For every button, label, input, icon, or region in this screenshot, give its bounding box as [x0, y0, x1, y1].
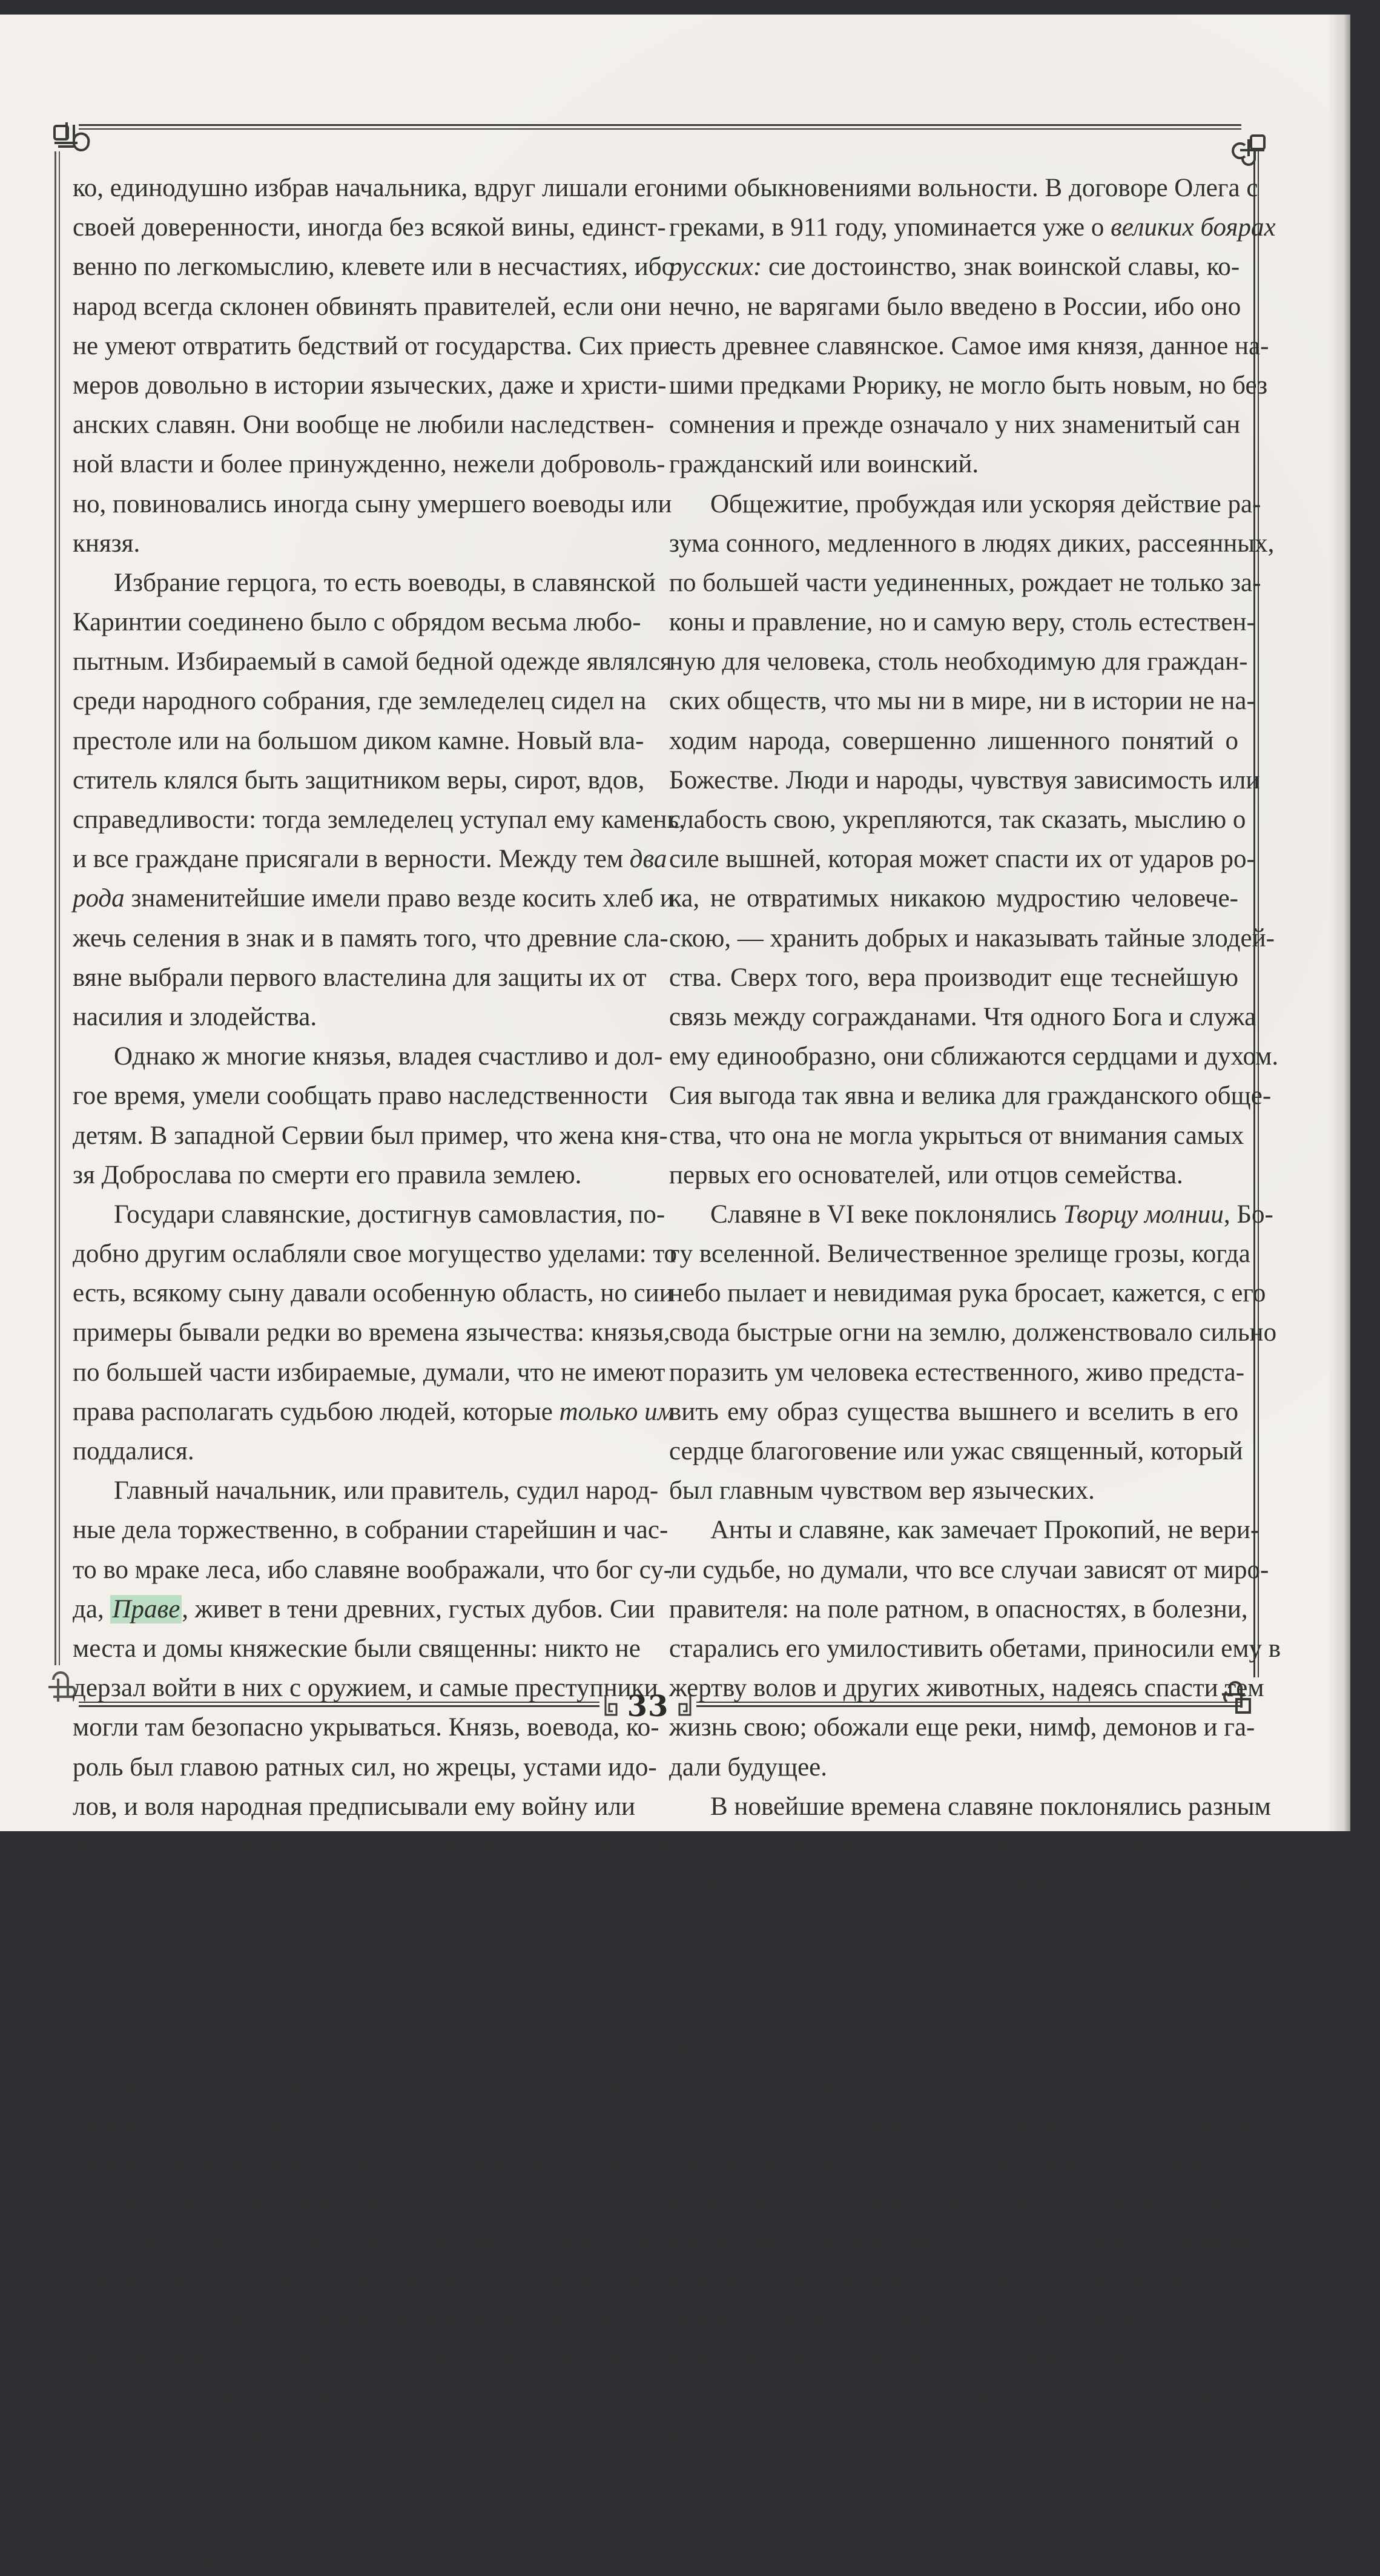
text-run: ные дела торжественно, в собрании старейшин и час-: [73, 1516, 669, 1545]
text-line: [73, 2537, 658, 2576]
text-line: [669, 444, 1238, 484]
text-line: [73, 1432, 633, 1471]
text-line: [73, 839, 667, 879]
text-run: ко, единодушно избрав начальника, вдруг лишали его: [73, 174, 669, 202]
text-run: сийских Нестор пишет, что они, как и другие, не зна-: [73, 2108, 664, 2137]
text-line: [669, 366, 1268, 405]
text-run: сие достоинство, знак воинской славы, ко-: [762, 253, 1240, 282]
text-run: первых его основателей, или отцов семейства.: [669, 1160, 1183, 1189]
text-line: [669, 2419, 1266, 2458]
text-line: [669, 484, 1261, 524]
text-run: жертву волов и других животных, надеясь спасти тем: [669, 1674, 1264, 1703]
text-run: среди народного собрания, где земледелец сидел на: [73, 687, 647, 716]
text-line: [669, 1234, 1250, 1273]
text-line: [73, 1037, 663, 1076]
text-line: [73, 1550, 672, 1590]
text-run: Сия выгода так явна и велика для гражданского обще-: [669, 1082, 1272, 1111]
text-run: , Бо-: [1223, 1200, 1273, 1229]
italic-text: русских:: [669, 253, 762, 282]
text-run: кажется, именовали они преимущественно: [669, 2345, 1152, 2374]
text-line: [73, 326, 679, 366]
text-line: [73, 642, 672, 681]
text-line: [669, 879, 1238, 918]
text-run: пытным. Избираемый в самой бедной одежде являлся: [73, 647, 672, 676]
text-line: [669, 1590, 1248, 1629]
text-line: [73, 2024, 633, 2063]
text-line: [73, 1273, 673, 1313]
text-run: вяне выбрали первого властелина для защиты их от: [73, 963, 647, 992]
text-run: меров довольно в истории языческих, даже и христи-: [73, 371, 667, 400]
text-run: небо пылает и невидимая рука бросает, кажется, с его: [669, 1279, 1266, 1308]
text-run: слабость свою, укрепляются, так сказать, мыслию о: [669, 805, 1246, 834]
text-run: сомнения и прежде означало у них знаменитый сан: [669, 411, 1241, 440]
text-run: сердце благоговение или ужас священный, который: [669, 1437, 1243, 1465]
text-line: [73, 405, 655, 444]
text-run: ждает безопасность смертного и что мудрость челове-: [669, 1871, 1272, 1900]
text-line: [73, 721, 644, 761]
text-line: [73, 1313, 670, 1352]
text-line: [73, 879, 674, 918]
text-run: ной власти и более принужденно, нежели доброволь-: [73, 450, 665, 479]
text-line: [669, 1787, 1271, 1826]
text-line: [73, 1155, 633, 1195]
text-line: [73, 2497, 636, 2537]
text-line: [73, 1866, 664, 1905]
frame-top-line: [79, 124, 1241, 130]
text-line: [73, 484, 672, 524]
text-line: [73, 1826, 669, 1866]
text-line: [669, 2142, 1246, 2181]
text-run: гражданский или воинский.: [669, 450, 979, 479]
text-line: [73, 761, 645, 800]
text-run: венно по легкомыслию, клевете или в несчастиях, ибо: [73, 253, 675, 282]
text-line: [669, 721, 1238, 761]
text-run: знаменитейшие имели право везде косить хлеб и: [124, 884, 674, 913]
text-run: светилами лучезарными, служат достойным храмом и: [669, 2226, 1270, 2255]
text-run: Избрание герцога, то есть воеводы, в славянской: [114, 568, 656, 597]
text-run: идолам, думая, что многочисленность кумиров утвер-: [669, 1831, 1267, 1860]
text-line: [73, 2102, 664, 2142]
text-line: [73, 1984, 633, 2024]
text-line: [73, 1471, 659, 1510]
text-run: телей и власти наказывать преступника, то и самые: [73, 2384, 644, 2413]
text-run: престоле или на большом диком камне. Новый вла-: [73, 726, 644, 755]
text-run: мир (при заключении коего славяне бросали камень в: [73, 1831, 669, 1860]
text-line: [669, 1629, 1281, 1668]
text-line: [669, 919, 1275, 958]
italic-text: Творцу молнии: [1063, 1200, 1224, 1229]
text-line: [73, 444, 665, 484]
text-run: Однако ж многие князья, владея счастливо и дол-: [114, 1042, 663, 1071]
text-run: имели еще понятие о боге единственном и вышнем,: [669, 2147, 1246, 2176]
text-line: [669, 1866, 1272, 1905]
text-line: [73, 208, 666, 247]
text-line: [669, 2221, 1270, 2261]
text-line: [669, 1392, 1238, 1432]
text-run: нечно, не варягами было введено в России, ибо оно: [669, 292, 1241, 321]
text-line: [73, 1353, 665, 1392]
text-run: не умеют отвратить бедствий от государства. Сих при-: [73, 331, 679, 360]
text-line: [73, 2379, 644, 2419]
text-run: Общежитие, пробуждая или ускоряя действие ра-: [710, 489, 1261, 518]
text-run: ходим народа, совершенно лишенного понятий о: [669, 726, 1238, 755]
text-run: правителя: на поле ратном, в опасностях, в болезни,: [669, 1594, 1248, 1623]
text-run: жизнь свою; обожали еще реки, нимф, демонов и га-: [669, 1713, 1255, 1742]
text-line: [73, 1787, 633, 1826]
text-line: [669, 603, 1255, 642]
text-run: справедливости: тогда земледелец уступал ему камень,: [73, 805, 685, 834]
text-run: море, клали оружие и золото к ногам идола или, про-: [73, 1871, 664, 1900]
text-line: [73, 2261, 676, 2300]
italic-text: рода: [73, 884, 125, 913]
text-run: покровителей. Истуканы считались не: [669, 1950, 1102, 1979]
text-run: ства. Сверх того, вера производит еще теснейшую: [669, 963, 1238, 992]
text-line: [73, 1708, 659, 1747]
text-line: [669, 524, 1275, 563]
text-run: ли судьбе, но думали, что все случаи зависят от миро-: [669, 1555, 1269, 1584]
text-line: [73, 287, 661, 326]
text-line: [669, 1116, 1244, 1155]
text-run: то во мраке леса, ибо славяне воображали, что бог су-: [73, 1555, 672, 1584]
text-line: [669, 1471, 1238, 1510]
text-run: ческая состоит в знании имен и свойства сих мнимых: [669, 1911, 1267, 1940]
text-run: Государи славянские, достигнув самовластия, по-: [114, 1200, 665, 1229]
text-run: по большей части уединенных, рождает не только за-: [669, 568, 1261, 597]
text-run: и не строили ему храмов, воображая, что смерт-: [708, 2384, 1250, 2413]
text-run: насилия и злодейства.: [73, 1002, 317, 1031]
text-line: [669, 1984, 1238, 2024]
text-line: [73, 1510, 669, 1550]
text-line: [73, 1668, 658, 1708]
text-line: [669, 1905, 1267, 1944]
text-run: дикие народы избирают посредников между людьми и: [73, 2423, 679, 2452]
text-run: добно другим ослабляли свое могущество уделами: то: [73, 1240, 678, 1269]
text-line: [73, 958, 647, 997]
text-run: спасения и благоденствия.: [669, 2069, 963, 2097]
text-line: [73, 1590, 655, 1629]
text-run: В новейшие времена славяне поклонялись разным: [710, 1792, 1271, 1821]
text-run: российские славяне, конечно, имели властителей с: [73, 2503, 636, 2532]
text-line: [669, 2182, 1238, 2221]
text-run: дерзал войти в них с оружием, и самые преступники: [73, 1674, 658, 1703]
text-run: ние обычаи и предания, о коих еще в VI веке упоми-: [73, 2187, 656, 2216]
text-run: свода быстрые огни на землю, долженствовало сильно: [669, 1318, 1277, 1347]
text-run: ситься в нуждах своих к богам второстепенным, помо-: [669, 2463, 1279, 2492]
text-run: но, повиновались иногда сыну умершего воеводы или: [73, 489, 672, 518]
text-run: примеры бывали редки во времена язычества: князья,: [73, 1318, 670, 1347]
italic-text: Белым Бо-: [1152, 2345, 1268, 2374]
italic-text: гом: [669, 2384, 708, 2413]
text-run: зя Доброслава по смерти его правила землею.: [73, 1160, 582, 1189]
text-run: вить ему образ существа вышнего и вселить в его: [669, 1397, 1238, 1426]
text-line: [73, 2221, 678, 2261]
text-line: [73, 563, 656, 603]
text-run: анских славян. Они вообще не любили наследствен-: [73, 411, 655, 440]
text-run: жечь селения в знак и в память того, что древние сла-: [73, 923, 669, 953]
text-line: [669, 1273, 1266, 1313]
text-line: [669, 1826, 1267, 1866]
text-line: [73, 2182, 656, 2221]
text-run: ему единообразно, они сближаются сердцами и духом.: [669, 1042, 1279, 1071]
text-run: был главным чувством вер языческих.: [669, 1476, 1095, 1505]
text-line: [73, 1748, 657, 1787]
text-line: [669, 1353, 1245, 1392]
text-run: Славяне в VI веке поклонялись: [710, 1200, 1063, 1229]
text-line: [73, 366, 667, 405]
text-run: роль был главою ратных сил, но жрецы, устами идо-: [73, 1752, 657, 1782]
text-line: [73, 2458, 633, 2497]
text-run: богов, ими одушевляемым, и народ падал ниц: [709, 1989, 1238, 2018]
text-line: [669, 563, 1261, 603]
text-line: [669, 761, 1260, 800]
text-column-right: [669, 168, 1281, 2537]
text-line: [669, 2063, 1238, 2102]
text-line: [669, 2300, 1250, 2339]
italic-text: великих боярах: [1111, 213, 1276, 242]
text-run: связь между согражданами. Чтя одного Бога и служа: [669, 1002, 1256, 1031]
text-line: [669, 1076, 1272, 1115]
text-run: законом. Хотя летописец наш не говорит о том, но: [73, 2463, 633, 2492]
text-line: [669, 208, 1276, 247]
text-run: Анты и славяне, как замечает Прокопий, не вери-: [710, 1516, 1259, 1545]
text-run: гающим всякому, кто добр в мире и мужествен на: [669, 2503, 1238, 2532]
text-run: есть древнее славянское. Самое имя князя, данное на-: [669, 331, 1269, 360]
text-run: поддалися.: [73, 1437, 194, 1465]
text-run: стирая десницу к бывшим неприятелям, вручали им: [73, 1911, 653, 1940]
italic-text: те-: [1238, 1950, 1278, 1979]
text-line: [669, 168, 1258, 208]
text-run: ка, не отвратимых никакою мудростию человече-: [669, 884, 1238, 913]
text-line: [73, 1905, 653, 1944]
text-run: нает греческий историк и которые имели для них силу: [73, 2226, 678, 2255]
text-line: [669, 2458, 1279, 2497]
text-run: Главный начальник, или правитель, судил народ-: [114, 1476, 659, 1505]
text-run: скою, — хранить добрых и наказывать тайные злодей-: [669, 923, 1275, 953]
text-run: ними обыкновениями вольности. В договоре Олега с: [669, 174, 1258, 202]
text-run: детям. В западной Сервии был пример, что жена кня-: [73, 1121, 668, 1150]
text-line: [669, 2497, 1238, 2537]
text-line: [73, 919, 669, 958]
text-line: [669, 1432, 1243, 1471]
text-line: [73, 1629, 641, 1668]
text-line: [669, 2339, 1268, 2379]
text-line: [73, 997, 633, 1037]
text-line: [669, 1944, 1278, 1984]
text-run: есть, всякому сыну давали особенную область, но сии: [73, 1279, 673, 1308]
text-run: старались его умилостивить обетами, приносили ему в: [669, 1634, 1281, 1663]
text-line: [669, 405, 1241, 444]
text-run: права располагать судьбою людей, которые: [73, 1397, 560, 1426]
text-run: дали будущее.: [669, 1752, 828, 1782]
text-run: гу вселенной. Величественное зрелище грозы, когда: [669, 1240, 1250, 1269]
text-run: , живет в тени древних, густых дубов. Сии: [182, 1594, 655, 1623]
italic-text: только им: [559, 1397, 675, 1426]
text-line: [669, 1748, 1238, 1787]
text-run: по большей части избираемые, думали, что не имеют: [73, 1358, 665, 1387]
text-run: ли единовластия, наблюдая закон отцов своих, древ-: [73, 2147, 655, 2176]
text-line: [73, 2063, 655, 2102]
text-line: [669, 2024, 1261, 2063]
text-line: [669, 247, 1238, 286]
text-run: и все граждане присягали в верности. Между тем: [73, 845, 630, 874]
text-run: шими предками Рюрику, не могло быть новым, но без: [669, 371, 1268, 400]
text-run: справедливости. Но как сии условия требуют блюсти-: [73, 2345, 674, 2374]
text-line: [73, 1116, 668, 1155]
text-line: [669, 997, 1256, 1037]
text-run: Однако ж славяне в самом безрассудном суеверии: [710, 2108, 1266, 2137]
text-line: [73, 524, 633, 563]
text-line: [669, 1195, 1273, 1234]
text-line: [73, 1076, 648, 1115]
text-run: места и домы княжеские были священны: никто не: [73, 1634, 641, 1663]
text-line: [669, 326, 1269, 366]
text-run: зума сонного, медленного в людях диких, рассеянных,: [669, 529, 1275, 558]
text-run: коему, по их мнению, горние небеса, украшенные: [669, 2187, 1238, 2216]
text-run: образоваться без уставов и договоров, основанных на: [73, 2305, 669, 2334]
text-run: силе вышней, которая может спасти их от ударов ро-: [669, 845, 1255, 874]
text-run: пред куском дерева или слитком руды, ожидая от них: [669, 2029, 1261, 2058]
text-line: [73, 800, 685, 839]
text-line: [73, 681, 647, 721]
text-line: [669, 2102, 1266, 2142]
text-line: [669, 1708, 1255, 1747]
text-run: ные не могут иметь с ним сообщения и должны отно-: [669, 2423, 1266, 2452]
text-run: , но: [1192, 1950, 1239, 1979]
text-run: лов, и воля народная предписывали ему войну или: [73, 1792, 635, 1821]
text-run: тил властителям дань, однако ж произвольную.: [73, 1989, 599, 2018]
text-run: коны и правление, но и самую веру, столь естествен-: [669, 608, 1255, 637]
text-run: поразить ум человека естественного, живо предста-: [669, 1358, 1245, 1387]
text-line: [73, 2339, 674, 2379]
text-run: ную для человека, столь необходимую для граждан-: [669, 647, 1248, 676]
italic-text: образом: [1101, 1950, 1192, 1979]
text-run: Каринтии соединено было с обрядом весьма любо-: [73, 608, 641, 637]
text-line: [669, 2261, 1241, 2300]
text-line: [73, 603, 641, 642]
text-run: управлялись гражданскою властию. О славянах рос-: [73, 2069, 655, 2097]
text-run: народ всегда склонен обвинять правителей, если они: [73, 292, 661, 321]
text-run: гое время, умели сообщать право наследственности: [73, 1082, 648, 1111]
text-line: [73, 1234, 678, 1273]
text-run: законов писаных, ибо гражданские общества не могут: [73, 2265, 676, 2294]
text-line: [669, 681, 1255, 721]
page-number: 33: [627, 1689, 669, 1723]
text-run: нижних богов, чад своих, управлять землею. Его-то,: [669, 2305, 1250, 2334]
text-run: князя.: [73, 529, 140, 558]
text-line: [669, 2379, 1250, 2419]
text-line: [73, 1195, 665, 1234]
text-line: [73, 2300, 669, 2339]
italic-text: два: [629, 845, 667, 874]
celtic-knot-icon: [50, 119, 92, 161]
text-run: Божестве. Люди и народы, чувствуя зависимость или: [669, 765, 1260, 794]
text-run: да,: [73, 1594, 111, 1623]
text-line: [73, 1944, 679, 1984]
text-line: [669, 1037, 1279, 1076]
text-run: могли там безопасно укрываться. Князь, воевода, ко-: [73, 1713, 659, 1742]
text-line: [669, 839, 1255, 879]
text-run: который печется только о небесном, избрав других,: [669, 2265, 1241, 2294]
text-run: клок волос своих вместе с горстию травы). Народ пла-: [73, 1950, 679, 1979]
text-line: [73, 2419, 679, 2458]
page-edge-shadow: [1329, 15, 1350, 1831]
text-line: [669, 1510, 1259, 1550]
text-run: ских обществ, что мы ни в мире, ни в истории не на-: [669, 687, 1255, 716]
text-line: [669, 642, 1248, 681]
text-line: [73, 168, 669, 208]
text-run: Так славяне в разные века и в разных землях: [114, 2029, 633, 2058]
text-run: ститель клялся быть защитником веры, сирот, вдов,: [73, 765, 645, 794]
text-line: [669, 1550, 1269, 1590]
italic-text: лом: [669, 1989, 710, 2018]
text-line: [669, 958, 1238, 997]
text-line: [73, 1392, 675, 1432]
text-line: [669, 800, 1246, 839]
text-line: [73, 2142, 655, 2181]
text-run: правами, ограниченными народною пользою и древ-: [73, 2542, 658, 2571]
text-run: своей доверенности, иногда без всякой вины, единст-: [73, 213, 666, 242]
text-line: [669, 1313, 1277, 1352]
text-line: [73, 247, 675, 286]
text-run: ства, что она не могла укрыться от внимания самых: [669, 1121, 1244, 1150]
text-line: [669, 1155, 1238, 1195]
text-line: [669, 287, 1241, 326]
text-run: греками, в 911 году, упоминается уже о: [669, 213, 1111, 242]
frame-left-line: [54, 151, 60, 1665]
text-line: [669, 1668, 1264, 1708]
italic-text: Праве: [110, 1595, 182, 1623]
